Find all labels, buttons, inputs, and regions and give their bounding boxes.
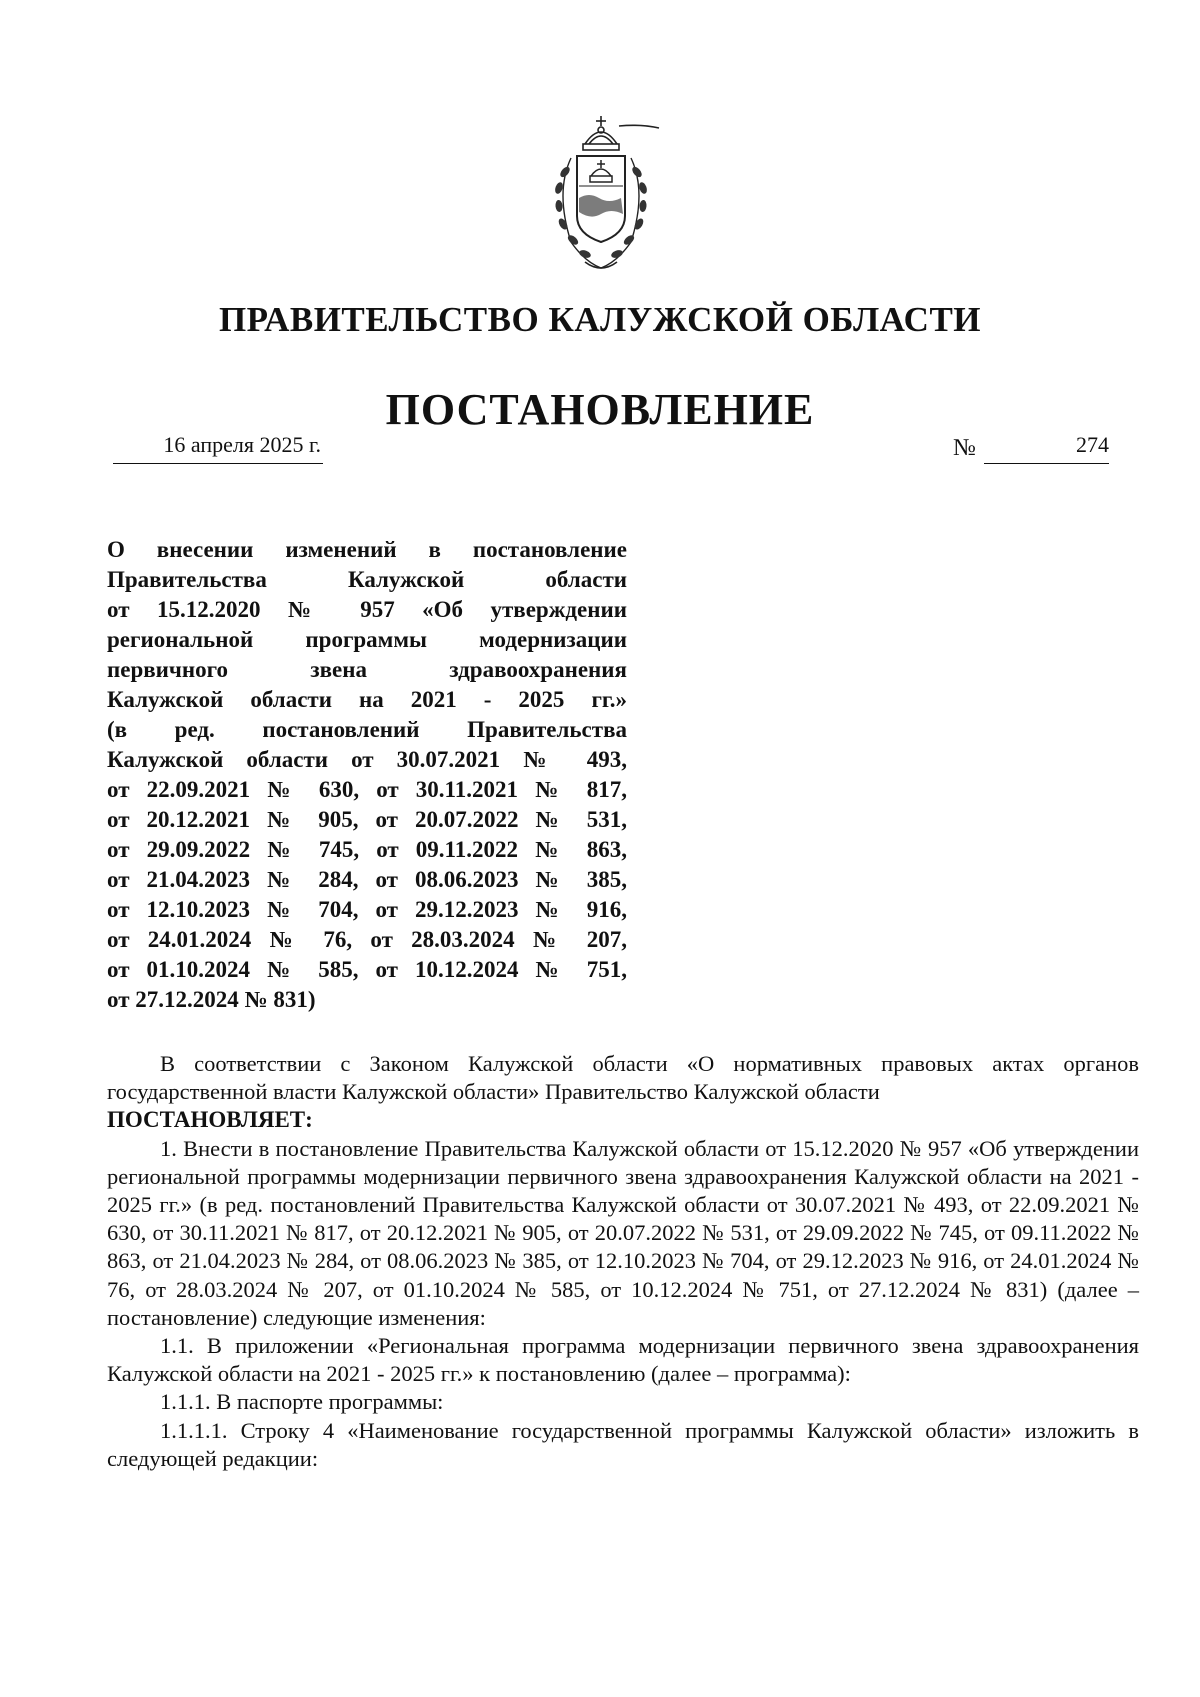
- clause-1-1-1: 1.1.1. В паспорте программы:: [160, 1389, 444, 1415]
- number-sign: №: [953, 435, 976, 461]
- document-number: 274: [984, 427, 1109, 464]
- document-subject: [107, 535, 627, 1015]
- document-body: [107, 1050, 1139, 1473]
- preamble-text: В соответствии с Законом Калужской области «О нормативных правовых актах органов государственной власти Калужской области» Правительство Калужской области: [107, 1051, 1139, 1105]
- document-type-heading: ПОСТАНОВЛЕНИЕ: [385, 385, 815, 434]
- government-title: ПРАВИТЕЛЬСТВО КАЛУЖСКОЙ ОБЛАСТИ: [218, 300, 982, 339]
- subject-line: от 27.12.2024 № 831): [107, 987, 316, 1012]
- decree-paragraph: [107, 1106, 1139, 1134]
- clause-1: 1. Внести в постановление Правительства Калужской области от 15.12.2020 № 957 «Об утверждении региональной программы модернизации первичного звена здравоохранения Калужской области на 2021 - 2025 гг.» (в ред. постановлений Правительства Калужской области от 30.07.2021 № 493, от 22.09.2021 № 630, от 30.11.2021 № 817, от 20.12.2021 № 905, от 20.07.2022 № 531, от 29.09.2022 № 745, от 09.11.2022 № 863, от 21.04.2023 № 284, от 08.06.2023 № 385, от 12.10.2023 № 704, от 29.12.2023 № 916, от 24.01.2024 № 76, от 28.03.2024 № 207, от 01.10.2024 № 585, от 10.12.2024 № 751, от 27.12.2024 № 831) (далее – постановление) следующие изменения:: [107, 1135, 1139, 1330]
- subject-line: от 12.10.2023 № 704, от 29.12.2023 № 916,: [107, 897, 627, 922]
- subject-line: от 20.12.2021 № 905, от 20.07.2022 № 531,: [107, 807, 627, 832]
- subject-line: первичного звена здравоохранения: [107, 657, 627, 682]
- subject-line: от 22.09.2021 № 630, от 30.11.2021 № 817,: [107, 777, 627, 802]
- clause-1-1: 1.1. В приложении «Региональная программа модернизации первичного звена здравоохранения Калужской области на 2021 - 2025 гг.» к постановлению (далее – программа):: [107, 1333, 1139, 1387]
- subject-line: О внесении изменений в постановление: [107, 537, 627, 562]
- subject-line: Калужской области на 2021 - 2025 гг.»: [107, 687, 627, 712]
- clause-1-1-1-1: 1.1.1.1. Строку 4 «Наименование государственной программы Калужской области» изложить в следующей редакции:: [107, 1417, 1139, 1471]
- document-date: [113, 427, 323, 464]
- subject-line: региональной программы модернизации: [107, 627, 627, 652]
- subject-line: от 24.01.2024 № 76, от 28.03.2024 № 207,: [107, 927, 627, 952]
- date-value: 16 апреля 2025 г.: [163, 432, 321, 457]
- subject-line: от 21.04.2023 № 284, от 08.06.2023 № 385,: [107, 867, 627, 892]
- decree-word: ПОСТАНОВЛЯЕТ:: [107, 1107, 313, 1133]
- subject-line: (в ред. постановлений Правительства: [107, 717, 627, 742]
- subject-line: Калужской области от 30.07.2021 № 493,: [107, 747, 627, 772]
- subject-line: от 29.09.2022 № 745, от 09.11.2022 № 863,: [107, 837, 627, 862]
- subject-line: от 15.12.2020 № 957 «Об утверждении: [107, 597, 627, 622]
- preamble-paragraph: [107, 1050, 1139, 1106]
- subject-line: от 01.10.2024 № 585, от 10.12.2024 № 751,: [107, 957, 627, 982]
- subject-line: Правительства Калужской области: [107, 567, 627, 592]
- kaluga-coat-of-arms-icon: [541, 112, 661, 277]
